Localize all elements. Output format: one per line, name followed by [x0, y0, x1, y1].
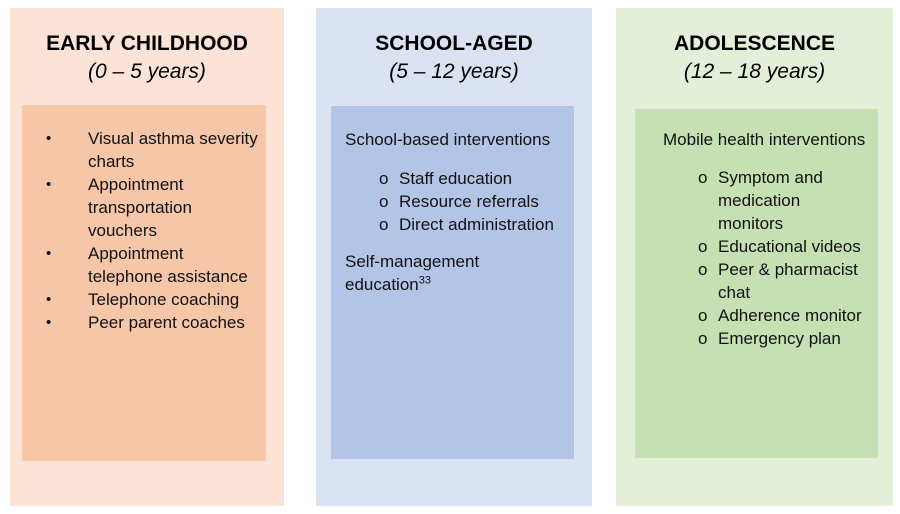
list-item: [379, 190, 566, 213]
circle-bullet-icon: o: [698, 237, 708, 256]
circle-bullet-icon: o: [698, 329, 708, 348]
list-item: [42, 242, 258, 288]
list-item: [698, 235, 870, 258]
column-subtitle: (5 – 12 years): [389, 60, 519, 83]
heading-text: Self-management education: [345, 252, 480, 294]
list-item-label: Telephone coaching: [88, 290, 240, 309]
bullet-icon: •: [46, 314, 52, 331]
bullet-list: [42, 127, 258, 334]
column-early-childhood: [10, 8, 284, 506]
list-item: [42, 127, 258, 173]
circle-bullet-icon: o: [698, 260, 708, 279]
column-title: EARLY CHILDHOOD: [46, 32, 248, 55]
sub-list: [345, 167, 566, 236]
bullet-icon: •: [46, 130, 52, 147]
intervention-box: [331, 106, 574, 459]
column-adolescence: [616, 8, 893, 506]
circle-bullet-icon: o: [698, 168, 708, 187]
list-item-label: Staff education: [399, 169, 513, 188]
section-heading: School-based interventions: [345, 130, 551, 149]
bullet-icon: •: [46, 245, 52, 262]
list-item-label: Appointment telephone assistance: [88, 244, 248, 286]
sub-list: [663, 166, 870, 350]
citation-superscript: 33: [418, 274, 431, 287]
bullet-icon: •: [46, 176, 52, 193]
list-item-label: Emergency plan: [718, 329, 841, 348]
section-heading: Mobile health interventions: [663, 130, 866, 149]
list-item: [42, 288, 258, 311]
list-item-label: Symptom and medication monitors: [718, 168, 823, 233]
column-subtitle: (12 – 18 years): [683, 60, 826, 83]
list-item-label: Visual asthma severity charts: [88, 129, 258, 171]
circle-bullet-icon: o: [379, 192, 389, 211]
circle-bullet-icon: o: [698, 306, 708, 325]
list-item-label: Peer parent coaches: [88, 313, 245, 332]
circle-bullet-icon: o: [379, 215, 389, 234]
list-item-label: Educational videos: [718, 237, 861, 256]
intervention-box: [22, 105, 266, 461]
list-item-label: Appointment transportation vouchers: [88, 175, 192, 240]
list-item: [42, 173, 258, 242]
list-item-label: Direct administration: [399, 215, 554, 234]
list-item-label: Resource referrals: [399, 192, 539, 211]
list-item-label: Adherence monitor: [718, 306, 862, 325]
list-item: [379, 213, 566, 236]
section-heading: [345, 250, 566, 296]
list-item: [379, 167, 566, 190]
list-item: [698, 166, 870, 235]
circle-bullet-icon: o: [379, 169, 389, 188]
intervention-box: [635, 109, 878, 458]
list-item: [698, 304, 870, 327]
column-title: SCHOOL-AGED: [375, 32, 533, 55]
list-item: [698, 327, 870, 350]
bullet-icon: •: [46, 291, 52, 308]
list-item-label: Peer & pharmacist chat: [718, 260, 858, 302]
column-title: ADOLESCENCE: [673, 32, 836, 55]
column-subtitle: (0 – 5 years): [88, 60, 206, 83]
list-item: [42, 311, 258, 334]
list-item: [698, 258, 870, 304]
column-school-aged: [316, 8, 592, 506]
